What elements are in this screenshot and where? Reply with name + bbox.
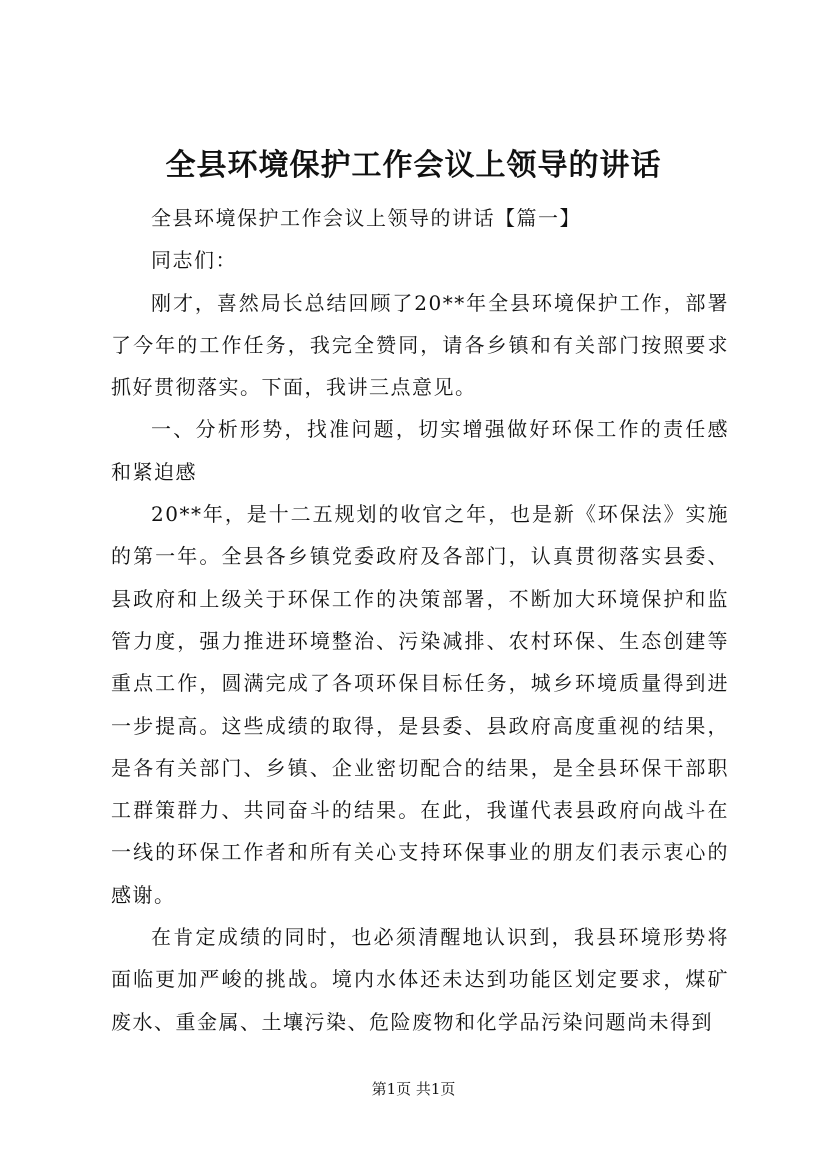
document-title: 全县环境保护工作会议上领导的讲话 xyxy=(165,148,662,183)
salutation: 同志们： xyxy=(151,248,237,273)
paragraph: 20**年，是十二五规划的收官之年，也是新《环保法》实施的第一年。全县各乡镇党委政府及各部门，认真贯彻落实县委、县政府和上级关于环保工作的决策部署，不断加大环境保护和监管力度，强力推进环境整治、污染减排、农村环保、生态创建等重点工作，圆满完成了各项环保目标任务，城乡环境质量得到进一步提高。这些成绩的取得，是县委、县政府高度重视的结果，是各有关部门、乡镇、企业密切配合的结果，是全县环保干部职工群策群力、共同奋斗的结果。在此，我谨代表县政府向战斗在一线的环保工作者和所有关心支持环保事业的朋友们表示衷心的感谢。 xyxy=(111,502,729,907)
section-heading: 全县环境保护工作会议上领导的讲话【篇一】 xyxy=(151,206,581,230)
page-number: 第1页 共1页 xyxy=(371,1080,456,1098)
document-body xyxy=(111,197,729,1043)
point-heading: 一、分析形势，找准问题，切实增强做好环保工作的责任感和紧迫感 xyxy=(111,417,729,484)
paragraph: 刚才，喜然局长总结回顾了20**年全县环境保护工作，部署了今年的工作任务，我完全赞同，请各乡镇和有关部门按照要求抓好贯彻落实。下面，我讲三点意见。 xyxy=(111,290,729,400)
paragraph: 在肯定成绩的同时，也必须清醒地认识到，我县环境形势将面临更加严峻的挑战。境内水体还未达到功能区划定要求，煤矿废水、重金属、土壤污染、危险废物和化学品污染问题尚未得到 xyxy=(111,925,729,1034)
